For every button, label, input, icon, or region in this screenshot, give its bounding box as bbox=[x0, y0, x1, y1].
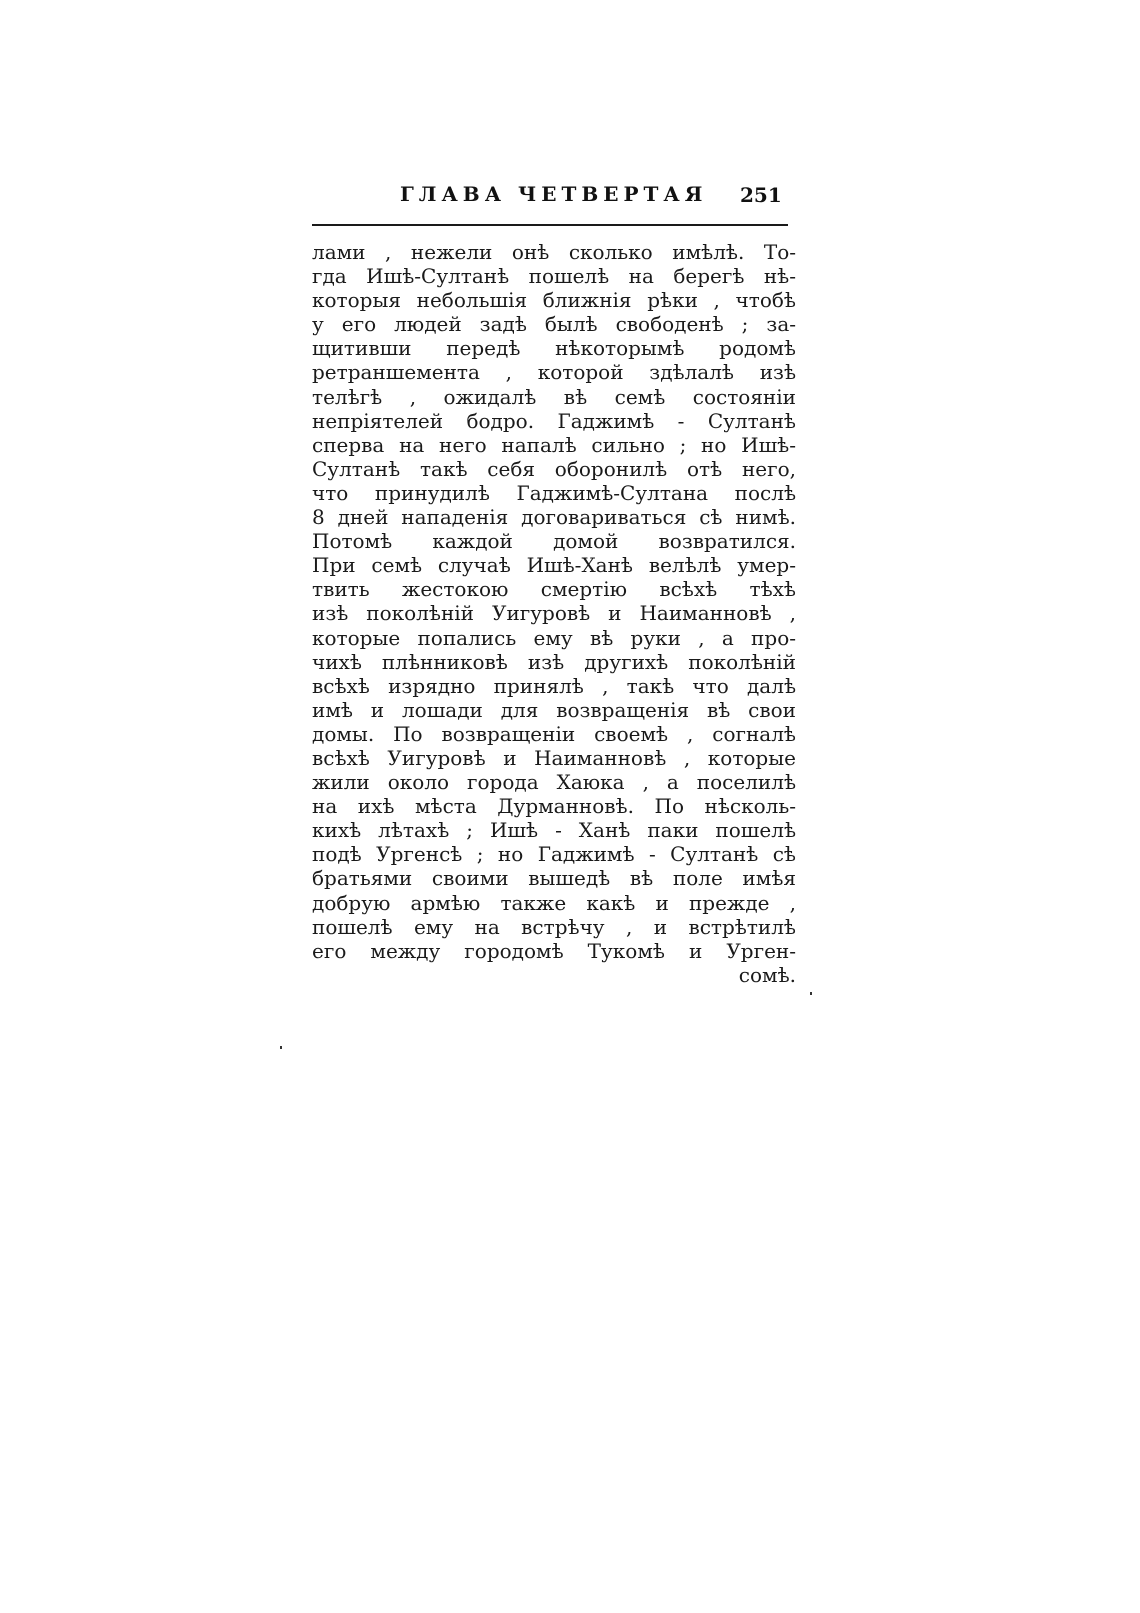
text-line: всѣхѣ Уигуровѣ и Наиманновѣ , которые bbox=[312, 745, 796, 770]
text-line: Потомѣ каждой домой возвратился. bbox=[312, 529, 796, 554]
text-line: имѣ и лошади для возвращенiя вѣ свои bbox=[312, 697, 796, 722]
ink-speck bbox=[280, 1046, 282, 1049]
text-line: братьями своими вышедѣ вѣ поле имѣя bbox=[312, 866, 796, 891]
text-line: добрую армѣю также какѣ и прежде , bbox=[312, 890, 796, 915]
text-line: на ихѣ мѣста Дурманновѣ. По нѣсколь- bbox=[312, 794, 796, 819]
text-line: жили около города Хаюка , а поселилѣ bbox=[312, 770, 796, 795]
text-line: чихѣ плѣнниковѣ изѣ другихѣ поколѣнiй bbox=[312, 649, 796, 674]
text-line: щитивши передѣ нѣкоторымѣ родомѣ bbox=[312, 336, 796, 361]
text-line: подѣ Ургенсѣ ; но Гаджимѣ - Султанѣ сѣ bbox=[312, 842, 796, 867]
text-line: которыя небольшiя ближнiя рѣки , чтобѣ bbox=[312, 288, 796, 313]
text-line-last: сомѣ. bbox=[738, 962, 796, 987]
text-line: ретраншемента , которой здѣлалѣ изѣ bbox=[312, 360, 796, 385]
body-text bbox=[312, 240, 796, 987]
text-line: всѣхѣ изрядно принялѣ , такѣ что далѣ bbox=[312, 673, 796, 698]
text-line: пошелѣ ему на встрѣчу , и встрѣтилѣ bbox=[312, 914, 796, 939]
text-line: которые попались ему вѣ руки , а про- bbox=[312, 625, 796, 650]
text-line: лами , нежели онѣ сколько имѣлѣ. То- bbox=[312, 240, 796, 264]
text-line: у его людей задѣ былѣ свободенѣ ; за- bbox=[312, 312, 796, 337]
text-line: непрiятелей бодро. Гаджимѣ - Султанѣ bbox=[312, 408, 796, 433]
header-rule bbox=[312, 224, 788, 226]
text-line: твить жестокою смертiю всѣхѣ тѣхѣ bbox=[312, 577, 796, 602]
page-number: 251 bbox=[740, 183, 782, 207]
ink-speck bbox=[810, 992, 812, 995]
text-line: При семѣ случаѣ Ишѣ-Ханѣ велѣлѣ умер- bbox=[312, 553, 796, 578]
text-line: его между городомѣ Тукомѣ и Урген- bbox=[312, 938, 796, 963]
text-line: изѣ поколѣнiй Уигуровѣ и Наиманновѣ , bbox=[312, 601, 796, 626]
text-line: домы. По возвращенiи своемѣ , согналѣ bbox=[312, 721, 796, 746]
text-line: Султанѣ такѣ себя оборонилѣ отѣ него, bbox=[312, 456, 796, 481]
text-line: телѣгѣ , ожидалѣ вѣ семѣ состоянiи bbox=[312, 384, 796, 409]
text-line: сперва на него напалѣ сильно ; но Ишѣ- bbox=[312, 432, 796, 457]
text-line: 8 дней нападенiя договариваться сѣ нимѣ. bbox=[312, 505, 796, 530]
text-line: что принудилѣ Гаджимѣ-Султана послѣ bbox=[312, 480, 796, 505]
text-line: гда Ишѣ-Султанѣ пошелѣ на берегѣ нѣ- bbox=[312, 264, 796, 289]
running-title: ГЛАВА ЧЕТВЕРТАЯ bbox=[400, 182, 708, 206]
text-line: кихѣ лѣтахѣ ; Ишѣ - Ханѣ паки пошелѣ bbox=[312, 818, 796, 843]
